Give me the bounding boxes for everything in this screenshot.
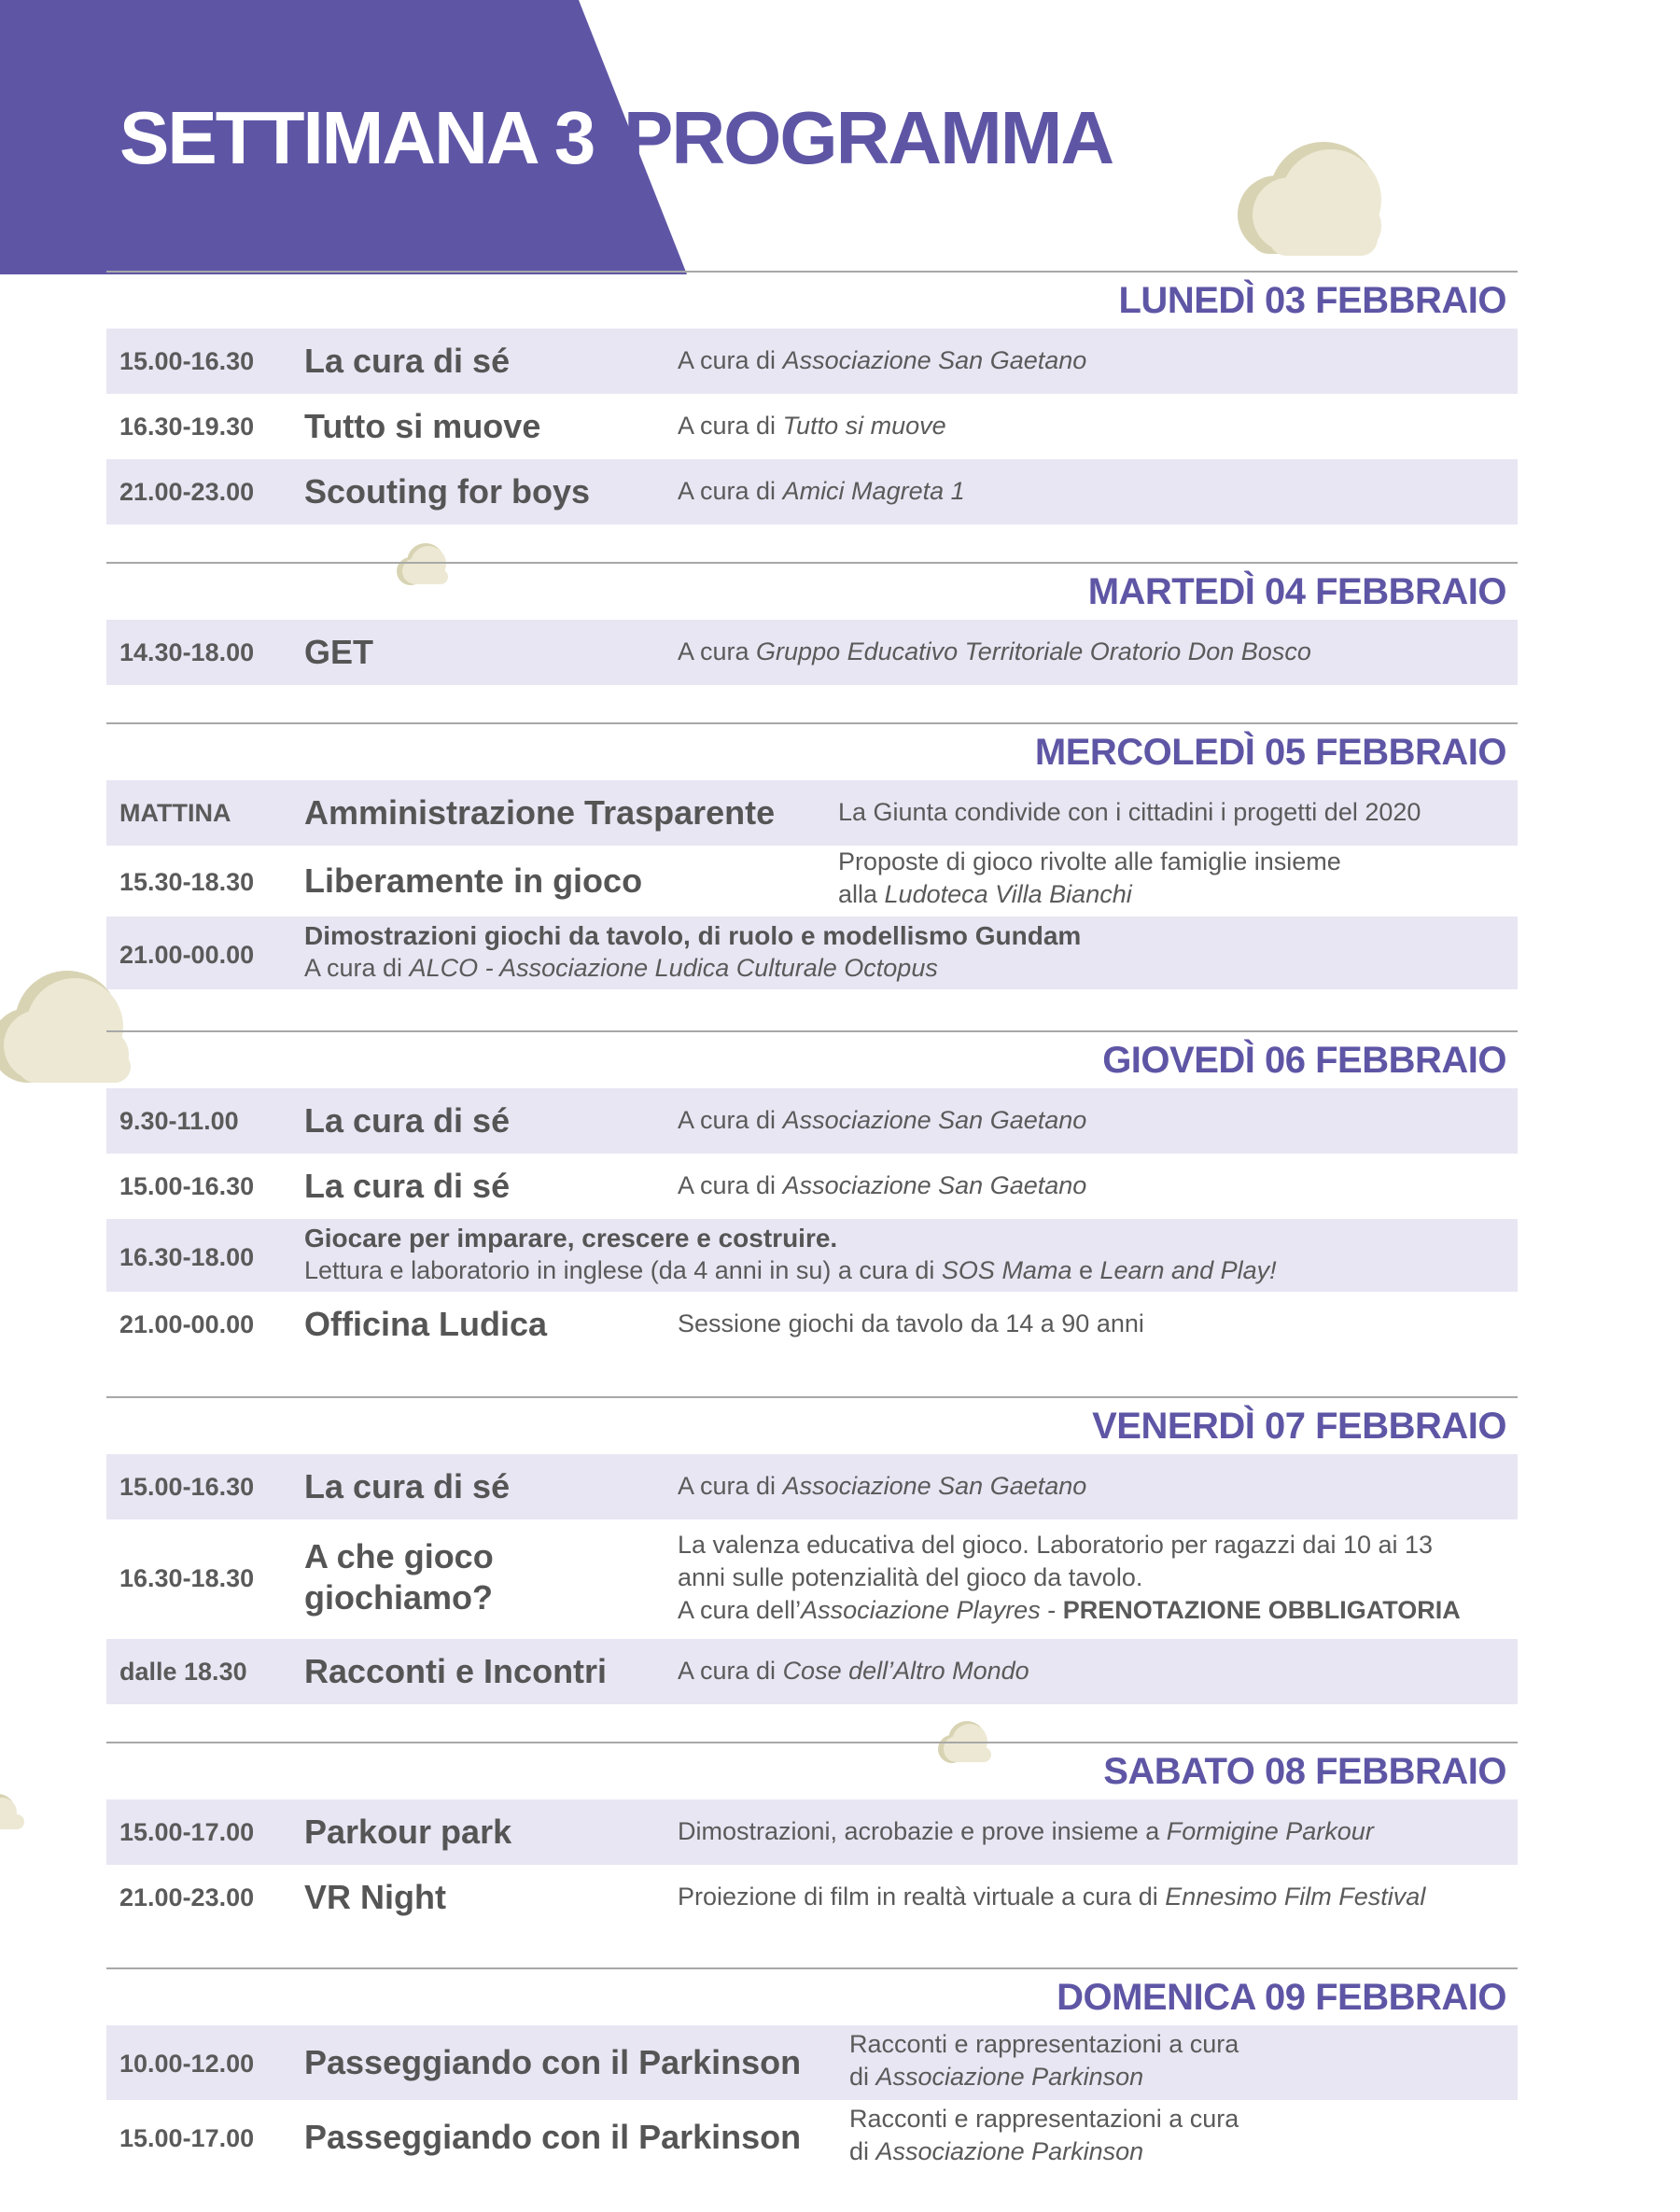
event-name: GET	[304, 633, 374, 671]
schedule-row	[106, 620, 1518, 685]
schedule-row	[106, 1292, 1518, 1357]
event-name: La cura di sé	[304, 1101, 511, 1140]
event-description: Dimostrazioni, acrobazie e prove insieme a Formigine Parkour	[678, 1817, 1374, 1845]
schedule-row	[106, 1454, 1518, 1519]
event-name: Passeggiando con il Parkinson	[304, 2043, 802, 2081]
schedule-row	[106, 917, 1518, 989]
divider	[106, 722, 1518, 724]
schedule-row	[106, 780, 1518, 846]
schedule-row	[106, 1519, 1518, 1639]
cloud-icon	[0, 1783, 28, 1835]
event-description: A cura di Tutto si muove	[678, 412, 946, 440]
event-description-line: alla Ludoteca Villa Bianchi	[838, 880, 1132, 908]
event-description-line: Proposte di gioco rivolte alle famiglie insieme	[838, 847, 1341, 875]
event-description: La Giunta condivide con i cittadini i progetti del 2020	[838, 798, 1421, 826]
event-name: La cura di sé	[304, 342, 511, 380]
event-description: A cura di Cose dell’Altro Mondo	[678, 1657, 1029, 1685]
event-time: MATTINA	[119, 799, 231, 827]
event-time: 15.00-17.00	[119, 1818, 255, 1846]
event-description-line: anni sulle potenzialità del gioco da tavolo.	[678, 1563, 1143, 1591]
event-title: Giocare per imparare, crescere e costruire.	[304, 1224, 838, 1253]
event-description: A cura di Amici Magreta 1	[678, 477, 965, 505]
event-description: Sessione giochi da tavolo da 14 a 90 anni	[678, 1309, 1144, 1337]
event-time: 21.00-23.00	[119, 1883, 255, 1911]
schedule-row	[106, 1154, 1518, 1219]
day-title: LUNEDÌ 03 FEBBRAIO	[1118, 280, 1506, 321]
schedule-row	[106, 1799, 1518, 1865]
day-title: SABATO 08 FEBBRAIO	[1103, 1751, 1506, 1792]
schedule-row	[106, 1219, 1518, 1292]
event-time: 21.00-00.00	[119, 941, 255, 969]
day-title: MARTEDÌ 04 FEBBRAIO	[1087, 571, 1506, 612]
event-name: Liberamente in gioco	[304, 861, 643, 900]
event-name: Amministrazione Trasparente	[304, 793, 776, 832]
event-description: Lettura e laboratorio in inglese (da 4 anni in su) a cura di SOS Mama e Learn and Play!	[304, 1256, 1277, 1284]
event-name: Officina Ludica	[304, 1305, 548, 1343]
event-name: Scouting for boys	[304, 472, 590, 511]
event-description-line: di Associazione Parkinson	[849, 2137, 1144, 2165]
event-description: A cura di Associazione San Gaetano	[678, 1171, 1087, 1199]
event-time: 15.00-16.30	[119, 1473, 255, 1501]
divider	[106, 1742, 1518, 1743]
event-name: La cura di sé	[304, 1167, 511, 1205]
event-description-line: di Associazione Parkinson	[849, 2063, 1144, 2091]
event-description: A cura di Associazione San Gaetano	[678, 1106, 1087, 1134]
day-header-saturday	[106, 1742, 1518, 1799]
event-name-line: A che gioco	[304, 1537, 494, 1575]
event-time: 9.30-11.00	[119, 1107, 239, 1135]
event-time: dalle 18.30	[119, 1658, 247, 1686]
event-description: Proiezione di film in realtà virtuale a cura di Ennesimo Film Festival	[678, 1883, 1426, 1911]
event-name: Passeggiando con il Parkinson	[304, 2118, 802, 2156]
day-header-sunday	[106, 1967, 1518, 2025]
event-time: 10.00-12.00	[119, 2050, 255, 2078]
day-header-thursday	[106, 1030, 1518, 1088]
event-name: Parkour park	[304, 1813, 512, 1851]
divider	[106, 1396, 1518, 1398]
schedule-row	[106, 1088, 1518, 1154]
event-name-line: giochiamo?	[304, 1578, 494, 1617]
event-description: A cura di Associazione San Gaetano	[678, 1472, 1087, 1500]
event-time: 21.00-00.00	[119, 1310, 255, 1338]
event-time: 15.00-16.30	[119, 347, 255, 375]
event-name: Racconti e Incontri	[304, 1652, 608, 1690]
schedule-row	[106, 1865, 1518, 1930]
event-time: 16.30-19.30	[119, 413, 255, 441]
page-title-programme: PROGRAMMA	[623, 96, 1113, 179]
event-time: 14.30-18.00	[119, 638, 255, 666]
event-description-line: La valenza educativa del gioco. Laboratorio per ragazzi dai 10 ai 13	[678, 1531, 1434, 1559]
event-name: La cura di sé	[304, 1467, 511, 1505]
event-name: Tutto si muove	[304, 407, 541, 445]
schedule-row	[106, 1639, 1518, 1704]
day-title: DOMENICA 09 FEBBRAIO	[1057, 1977, 1506, 2018]
event-description-line: A cura dell’Associazione Playres - PRENOTAZIONE OBBLIGATORIA	[678, 1596, 1461, 1624]
divider	[106, 562, 1518, 564]
day-title: VENERDÌ 07 FEBBRAIO	[1092, 1406, 1506, 1447]
event-time: 16.30-18.30	[119, 1564, 255, 1592]
event-time: 15.00-17.00	[119, 2124, 255, 2152]
event-description-line: Racconti e rappresentazioni a cura	[849, 2105, 1239, 2133]
schedule-row	[106, 459, 1518, 525]
event-description: A cura di Associazione San Gaetano	[678, 346, 1087, 374]
day-header-wednesday	[106, 722, 1518, 780]
event-time: 15.00-16.30	[119, 1172, 255, 1200]
event-name: VR Night	[304, 1878, 446, 1916]
cloud-icon	[1213, 129, 1381, 259]
event-description-line: Racconti e rappresentazioni a cura	[849, 2030, 1239, 2058]
event-time: 16.30-18.00	[119, 1243, 255, 1271]
schedule-row	[106, 394, 1518, 459]
event-time: 15.30-18.30	[119, 868, 255, 896]
event-title: Dimostrazioni giochi da tavolo, di ruolo e modellismo Gundam	[304, 921, 1082, 950]
divider	[106, 271, 1518, 273]
event-description: A cura Gruppo Educativo Territoriale Oratorio Don Bosco	[678, 637, 1311, 665]
page-title-week: SETTIMANA 3	[119, 96, 595, 179]
day-title: MERCOLEDÌ 05 FEBBRAIO	[1034, 732, 1506, 773]
schedule-row	[106, 329, 1518, 394]
day-header-friday	[106, 1396, 1518, 1454]
event-time: 21.00-23.00	[119, 478, 255, 506]
day-title: GIOVEDÌ 06 FEBBRAIO	[1102, 1040, 1506, 1081]
day-header-tuesday	[106, 562, 1518, 620]
schedule-row	[106, 846, 1518, 917]
event-description: A cura di ALCO - Associazione Ludica Culturale Octopus	[304, 954, 938, 982]
day-header-monday	[106, 271, 1518, 329]
divider	[106, 1030, 1518, 1032]
schedule-row	[106, 2100, 1518, 2175]
divider	[106, 1967, 1518, 1969]
schedule-row	[106, 2025, 1518, 2100]
